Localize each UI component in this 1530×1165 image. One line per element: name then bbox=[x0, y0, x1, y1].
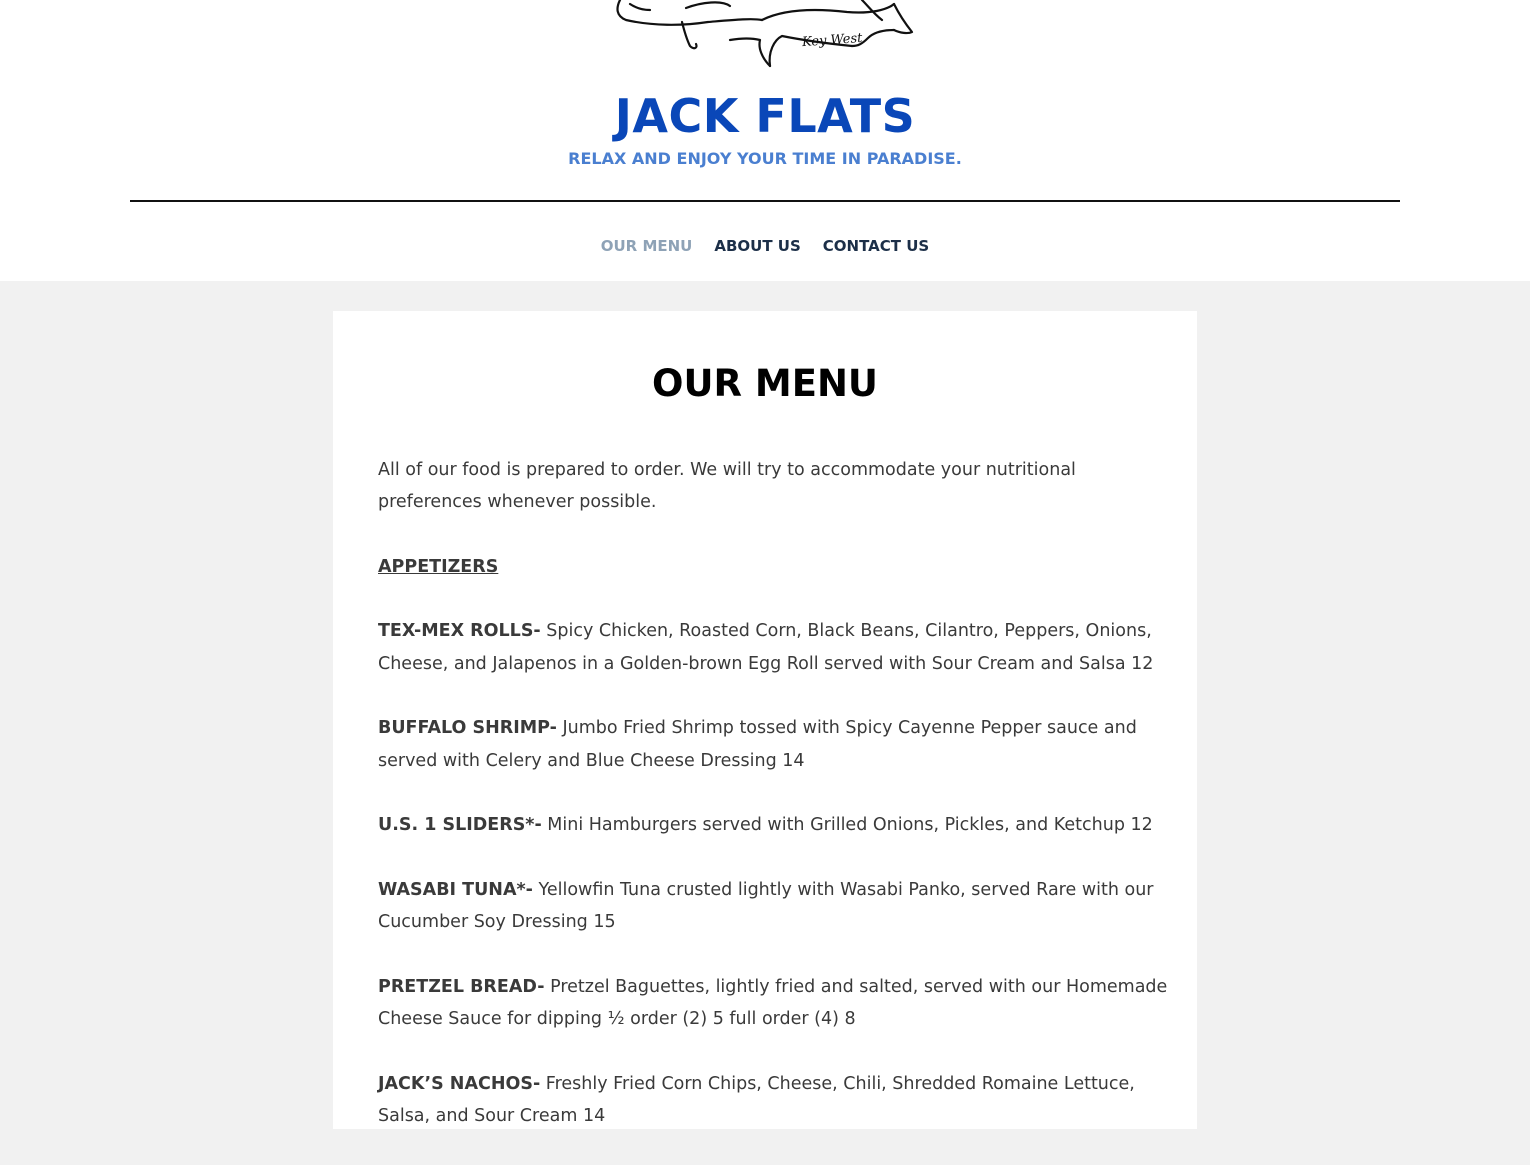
menu-item-name: JACK’S NACHOS- bbox=[378, 1073, 541, 1094]
menu-item bbox=[378, 712, 1168, 777]
nav-item-our-menu[interactable]: OUR MENU bbox=[600, 237, 693, 255]
menu-item-description: Spicy Chicken, Roasted Corn, Black Beans, Cilantro, Peppers, Onions, Cheese, and Jalapenos in a Golden-brown Egg Roll served with Sour Cream and Salsa 12 bbox=[378, 621, 1154, 674]
menu-item-description: Freshly Fried Corn Chips, Cheese, Chili, Shredded Romaine Lettuce, Salsa, and Sour Cream 14 bbox=[378, 1073, 1135, 1126]
site-title[interactable]: JACK FLATS bbox=[614, 89, 916, 143]
section-heading-appetizers: APPETIZERS bbox=[378, 556, 499, 577]
page-title: OUR MENU bbox=[652, 362, 878, 405]
menu-item-name: U.S. 1 SLIDERS*- bbox=[378, 815, 542, 836]
menu-item bbox=[378, 615, 1168, 680]
header-divider bbox=[130, 200, 1400, 202]
logo-caption: Key West bbox=[801, 30, 863, 51]
menu-item-description: Pretzel Baguettes, lightly fried and salted, served with our Homemade Cheese Sauce for dipping ½ order (2) 5 full order (4) 8 bbox=[378, 976, 1168, 1030]
menu-body bbox=[378, 454, 1168, 1165]
menu-item-name: BUFFALO SHRIMP- bbox=[378, 718, 557, 739]
menu-item-name: TEX-MEX ROLLS- bbox=[378, 621, 541, 642]
content-card bbox=[333, 311, 1197, 1129]
menu-item-description: Jumbo Fried Shrimp tossed with Spicy Cayenne Pepper sauce and served with Celery and Blue Cheese Dressing 14 bbox=[378, 718, 1137, 771]
nav-item-contact-us[interactable]: CONTACT US bbox=[822, 237, 930, 255]
menu-item-description: Mini Hamburgers served with Grilled Onions, Pickles, and Ketchup 12 bbox=[541, 815, 1153, 836]
fish-logo-icon[interactable] bbox=[612, 0, 914, 72]
menu-item-description: Yellowfin Tuna crusted lightly with Wasabi Panko, served Rare with our Cucumber Soy Dressing 15 bbox=[378, 879, 1154, 933]
main-navigation bbox=[0, 236, 1530, 256]
menu-item bbox=[378, 809, 1168, 841]
site-header bbox=[0, 0, 1530, 281]
nav-item-about-us[interactable]: ABOUT US bbox=[714, 237, 801, 255]
menu-item bbox=[378, 874, 1168, 939]
menu-item-name: PRETZEL BREAD- bbox=[378, 976, 545, 997]
menu-item bbox=[378, 971, 1168, 1036]
intro-paragraph: All of our food is prepared to order. We will try to accommodate your nutritional preferences whenever possible. bbox=[378, 460, 1076, 513]
menu-item bbox=[378, 1068, 1168, 1133]
menu-item-name: WASABI TUNA*- bbox=[378, 879, 533, 900]
site-tagline: RELAX AND ENJOY YOUR TIME IN PARADISE. bbox=[568, 149, 962, 168]
